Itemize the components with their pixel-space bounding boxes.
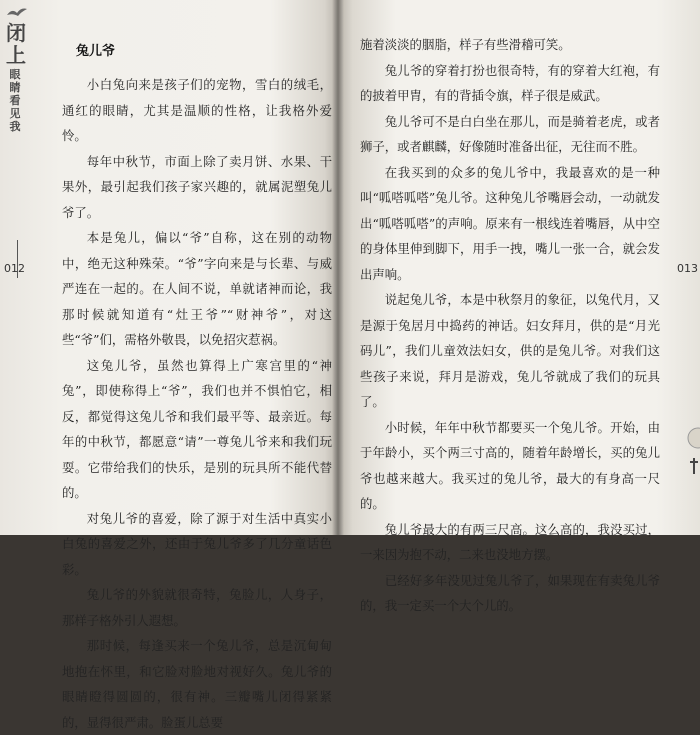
paragraph: 小白兔向来是孩子们的宠物，雪白的绒毛，通红的眼睛，尤其是温顺的性格，让我格外爱怜。 [62, 77, 332, 143]
page-number-right: 013 [677, 262, 698, 275]
running-head [2, 22, 28, 133]
page-number-left: 012 [4, 262, 25, 275]
bird-ornament-icon [6, 6, 28, 20]
paragraph: 兔儿爷的穿着打扮也很奇特，有的穿着大红袍，有的披着甲胄，有的背插令旗，样子很是威武。 [360, 62, 660, 103]
paragraph: 那时候，每逢买来一个兔儿爷，总是沉甸甸地抱在怀里，和它脸对脸地对视好久。兔儿爷的眼睛瞪得圆圆的，很有神。三瓣嘴儿闭得紧紧的，显得很严肃。脸蛋儿总要 [62, 638, 332, 730]
paragraph: 每年中秋节，市面上除了卖月饼、水果、干果外，最引起我们孩子家兴趣的，就属泥塑兔儿爷了。 [62, 153, 332, 220]
right-page [338, 0, 700, 613]
left-page-body [62, 72, 332, 735]
paragraph: 施着淡淡的胭脂，样子有些滑稽可笑。 [360, 37, 571, 52]
paragraph: 兔儿爷的外貌就很奇特，兔脸儿，人身子，那样子格外引人遐想。 [62, 587, 332, 628]
series-title: 闭上 [6, 21, 24, 67]
paragraph: 已经好多年没见过兔儿爷了，如果现在有卖兔儿爷的，我一定买一个大个儿的。 [360, 572, 660, 613]
paragraph: 兔儿爷最大的有两三尺高。这么高的，我没买过，一来因为抱不动，二来也没地方摆。 [360, 521, 660, 562]
paragraph: 小时候，年年中秋节都要买一个兔儿爷。开始，由于年龄小，买个两三寸高的，随着年龄增长，买的兔儿爷也越来越大。我买过的兔儿爷，最大的有身高一尺的。 [360, 419, 660, 511]
paragraph: 在我买到的众多的兔儿爷中，我最喜欢的是一种叫“呱嗒呱嗒”兔儿爷。这种兔儿爷嘴唇会动，一动就发出“呱嗒呱嗒”的声响。原来有一根线连着嘴唇，从中空的身体里伸到脚下，用手一拽，嘴儿一张一合，就会发出声响。 [360, 164, 660, 282]
paragraph: 这兔儿爷，虽然也算得上广寒宫里的“神兔”，即使称得上“爷”，我们也并不惧怕它，相反，都觉得这兔儿爷和我们最平等、最亲近。每年的中秋节，都愿意“请”一尊兔儿爷来和我们玩耍。它带给我们的快乐，是别的玩具所不能代替的。 [62, 357, 332, 500]
right-page-body [360, 32, 660, 619]
paragraph: 说起兔儿爷，本是中秋祭月的象征，以兔代月，又是源于兔居月中捣药的神话。妇女拜月，供的是“月光码儿”，我们儿童效法妇女，供的是兔儿爷。对我们这些孩子来说，拜月是游戏，兔儿爷就成了我们的玩具了。 [360, 292, 660, 409]
edge-decoration-icon [682, 418, 700, 478]
paragraph: 本是兔儿，偏以“爷”自称，这在别的动物中，绝无这种殊荣。“爷”字向来是与长辈、与威严连在一起的。在人间不说，单就诸神而论，我那时候就知道有“灶王爷”“财神爷”，对这些“爷”们，需格外敬畏，以免招灾惹祸。 [62, 230, 332, 347]
article-title: 兔儿爷 [76, 44, 116, 59]
paragraph: 对兔儿爷的喜爱，除了源于对生活中真实小白兔的喜爱之外，还由于兔儿爷多了几分童话色彩。 [62, 510, 332, 577]
book-gutter [332, 0, 344, 535]
left-page [0, 0, 338, 730]
book-title-vertical [2, 68, 28, 133]
paragraph: 兔儿爷可不是白白坐在那儿，而是骑着老虎，或者狮子，或者麒麟，好像随时准备出征，无往而不胜。 [360, 113, 660, 154]
book-title-text: 眼 睛 看 见 我 [9, 68, 21, 133]
